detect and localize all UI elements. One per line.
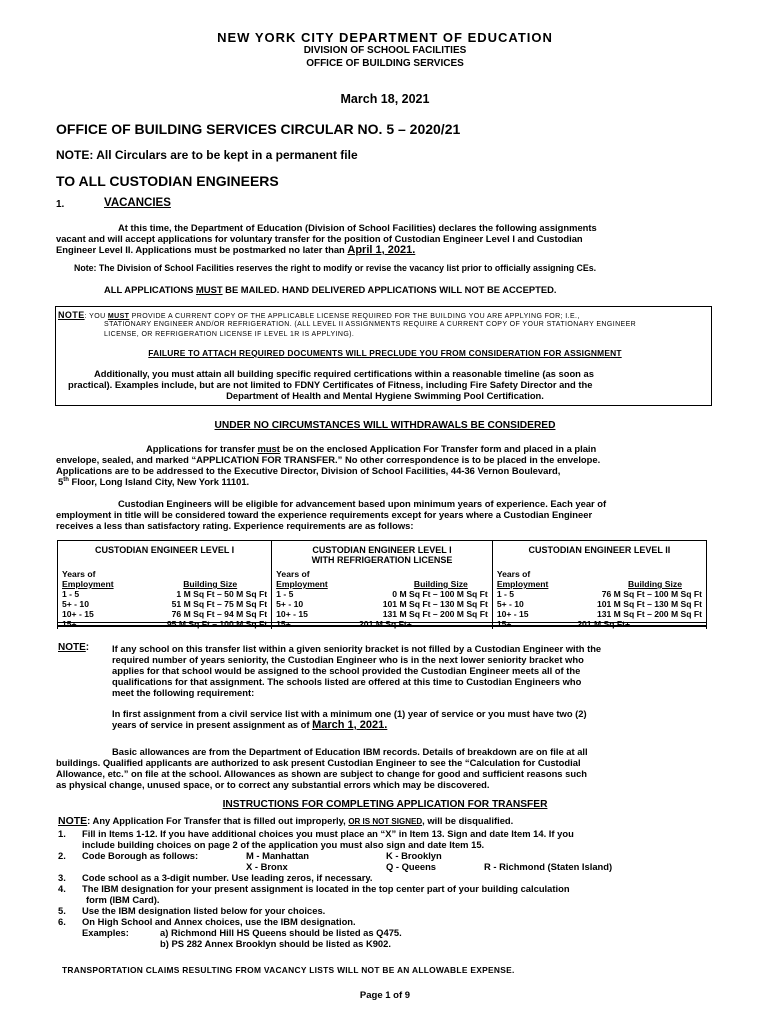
table-row: 5+ - 10 51 M Sq Ft – 75 M Sq Ft xyxy=(62,599,268,609)
level1-refrigeration-column xyxy=(272,541,493,630)
item-1-line2: include building choices on page 2 of the application you must also sign and date Item 15. xyxy=(82,839,485,850)
withdrawals-warning: UNDER NO CIRCUMSTANCES WILL WITHDRAWALS BE CONSIDERED xyxy=(214,420,556,431)
experience-requirements-table xyxy=(57,540,707,629)
column-subheader: Employment Building Size xyxy=(496,579,682,589)
civil-service-line1: In first assignment from a civil service list with a minimum one (1) year of service or you must have two (2) xyxy=(112,708,587,719)
years-header: Years of xyxy=(496,569,531,579)
vacancy-paragraph-line2: vacant and will accept applications for voluntary transfer for the position of Custodian Engineer Level I and Custodian xyxy=(56,233,583,244)
item-4-number: 4. xyxy=(58,883,66,894)
license-note-line1: NOTE: YOU MUST PROVIDE A CURRENT COPY OF THE APPLICABLE LICENSE REQUIRED FOR THE BUILDING YOU ARE APPLYING FOR; I.E., xyxy=(58,310,580,320)
civil-service-line2: years of service in present assignment as of March 1, 2021. xyxy=(112,719,388,731)
years-header: Years of xyxy=(62,569,96,579)
item-6-text: On High School and Annex choices, use the IBM designation. xyxy=(82,916,356,927)
circular-title: OFFICE OF BUILDING SERVICES CIRCULAR NO. 5 – 2020/21 xyxy=(56,121,461,137)
column-subheader: Employment Building Size xyxy=(62,579,238,589)
borough-brooklyn: K - Brooklyn xyxy=(386,850,442,861)
table-row: 10+ - 15 131 M Sq Ft – 200 M Sq Ft xyxy=(276,609,488,619)
item-3-number: 3. xyxy=(58,872,66,883)
table-row: 1 - 5 76 M Sq Ft – 100 M Sq Ft xyxy=(496,589,702,599)
office-name: OFFICE OF BUILDING SERVICES xyxy=(306,58,464,69)
eligibility-line3: receives a less than satisfactory rating. Experience requirements are as follows: xyxy=(56,520,414,531)
level1-column xyxy=(58,541,272,630)
apply-line4: 5th Floor, Long Island City, New York 11101. xyxy=(58,476,250,487)
license-note-line3: LICENSE, OR REFRIGERATION LICENSE IF LEVEL 1R IS APPLYING). xyxy=(104,331,355,338)
seniority-line2: required number of years seniority, the Custodian Engineer who is in the next lower seniority bracket who xyxy=(112,654,584,665)
org-name: NEW YORK CITY DEPARTMENT OF EDUCATION xyxy=(217,30,553,45)
seniority-note-label: NOTE: xyxy=(58,642,90,653)
table-row: 1 - 5 0 M Sq Ft – 100 M Sq Ft xyxy=(276,589,488,599)
allowances-line1: Basic allowances are from the Department of Education IBM records. Details of breakdown are on file at all xyxy=(112,746,588,757)
table-row: 1 - 5 1 M Sq Ft – 50 M Sq Ft xyxy=(62,589,268,599)
mail-requirement: ALL APPLICATIONS MUST BE MAILED. HAND DELIVERED APPLICATIONS WILL NOT BE ACCEPTED. xyxy=(104,284,557,295)
allowances-line2: buildings. Qualified applicants are authorized to ask present Custodian Engineer to see the “Calculation for Custodial xyxy=(56,757,581,768)
borough-bronx: X - Bronx xyxy=(246,861,288,872)
item-5-number: 5. xyxy=(58,905,66,916)
column-header: CUSTODIAN ENGINEER LEVEL I WITH REFRIGERATION LICENSE xyxy=(311,545,453,565)
vacancy-paragraph-line3: Engineer Level II. Applications must be postmarked no later than April 1, 2021. xyxy=(56,244,416,256)
to-all-heading: TO ALL CUSTODIAN ENGINEERS xyxy=(56,173,279,189)
permanent-file-note: NOTE: All Circulars are to be kept in a permanent file xyxy=(56,148,358,162)
example-b: b) PS 282 Annex Brooklyn should be listed as K902. xyxy=(160,938,391,949)
table-bottom-rule xyxy=(57,622,707,623)
modify-note: Note: The Division of School Facilities reserves the right to modify or revise the vacancy list prior to officially assigning CEs. xyxy=(74,263,597,273)
failure-warning: FAILURE TO ATTACH REQUIRED DOCUMENTS WILL PRECLUDE YOU FROM CONSIDERATION FOR ASSIGNMENT xyxy=(148,348,622,358)
seniority-line5: meet the following requirement: xyxy=(112,687,255,698)
table-row: 15+ 201 M Sq Ft+ xyxy=(496,619,630,629)
table-row: 5+ - 10 101 M Sq Ft – 130 M Sq Ft xyxy=(276,599,488,609)
item-6-number: 6. xyxy=(58,916,66,927)
apply-line2: envelope, sealed, and marked “APPLICATION FOR TRANSFER.” No other correspondence is to be placed in the envelope. xyxy=(56,454,601,465)
seniority-line4: qualifications for that assignment. The schools listed are offered at this time to Custodian Engineers who xyxy=(112,676,582,687)
column-subheader: Employment Building Size xyxy=(276,579,468,589)
eligibility-line2: employment in title will be considered toward the experience requirements except for years where a Custodian Engineer xyxy=(56,509,593,520)
seniority-line1: If any school on this transfer list within a given seniority bracket is not filled by a Custodian Engineer with the xyxy=(112,643,602,654)
borough-queens: Q - Queens xyxy=(386,861,437,872)
seniority-line3: applies for that school would be assigned to the school provided the Custodian Engineer meets all of the xyxy=(112,665,581,676)
eligibility-line1: Custodian Engineers will be eligible for advancement based upon minimum years of experience. Each year of xyxy=(118,498,607,509)
section-title: VACANCIES xyxy=(104,197,171,209)
item-3-text: Code school as a 3-digit number. Use leading zeros, if necessary. xyxy=(82,872,373,883)
table-row: 5+ - 10 101 M Sq Ft – 130 M Sq Ft xyxy=(496,599,702,609)
license-note-line2: STATIONARY ENGINEER AND/OR REFRIGERATION. (ALL LEVEL II ASSIGNMENTS REQUIRE A CURRENT COPY OF YOUR STATIONARY ENGINEER xyxy=(104,321,637,328)
column-header: CUSTODIAN ENGINEER LEVEL I xyxy=(94,545,235,555)
table-bottom-rule-thick xyxy=(57,625,707,627)
section-number: 1. xyxy=(56,199,65,210)
transportation-notice: TRANSPORTATION CLAIMS RESULTING FROM VACANCY LISTS WILL NOT BE AN ALLOWABLE EXPENSE. xyxy=(62,965,515,975)
apply-line1: Applications for transfer must be on the enclosed Application For Transfer form and placed in a plain xyxy=(146,443,597,454)
certification-line1: Additionally, you must attain all building specific required certifications within a reasonable timeline (as soon as xyxy=(94,368,594,379)
vacancy-paragraph-line1: At this time, the Department of Education (Division of School Facilities) declares the following assignments xyxy=(118,222,597,233)
item-2-number: 2. xyxy=(58,850,66,861)
table-row: 10+ - 15 131 M Sq Ft – 200 M Sq Ft xyxy=(496,609,702,619)
circular-date: March 18, 2021 xyxy=(340,92,430,106)
item-1-number: 1. xyxy=(58,828,66,839)
instructions-title: INSTRUCTIONS FOR COMPLETING APPLICATION FOR TRANSFER xyxy=(222,799,548,810)
allowances-line3: Allowance, etc.” on file at the school. Allowances as shown are subject to change for good and sufficient reasons such xyxy=(56,768,588,779)
apply-line3: Applications are to be addressed to the Executive Director, Division of School Facilities, 44-36 Vernon Boulevard, xyxy=(56,465,561,476)
borough-richmond: R - Richmond (Staten Island) xyxy=(484,861,613,872)
item-1-line1: Fill in Items 1-12. If you have additional choices you must place an “X” in Item 13. Sign and date Item 14. If you xyxy=(82,828,574,839)
years-header: Years of xyxy=(276,569,310,579)
level2-column xyxy=(492,541,706,630)
certification-line2: practical). Examples include, but are not limited to FDNY Certificates of Fitness, including Fire Safety Director and the xyxy=(68,379,593,390)
item-4-line2: form (IBM Card). xyxy=(86,894,160,905)
division-name: DIVISION OF SCHOOL FACILITIES xyxy=(303,45,467,56)
item-5-text: Use the IBM designation listed below for your choices. xyxy=(82,905,326,916)
instructions-note: NOTE: Any Application For Transfer that is filled out improperly, OR IS NOT SIGNED, will be disqualified. xyxy=(58,815,514,827)
item-4-line1: The IBM designation for your present assignment is located in the top center part of your building calculation xyxy=(82,883,570,894)
table-row: 15+ 95 M Sq Ft – 100 M Sq Ft xyxy=(62,619,268,629)
allowances-line4: as physical change, unused space, or to correct any substantial errors which may be discovered. xyxy=(56,779,490,790)
examples-label: Examples: xyxy=(82,927,129,938)
table-row: 10+ - 15 76 M Sq Ft – 94 M Sq Ft xyxy=(62,609,268,619)
column-header: CUSTODIAN ENGINEER LEVEL II xyxy=(528,545,671,555)
item-2-label: Code Borough as follows: xyxy=(82,850,199,861)
borough-manhattan: M - Manhattan xyxy=(246,850,310,861)
example-a: a) Richmond Hill HS Queens should be listed as Q475. xyxy=(160,927,402,938)
table-row: 15+ 201 M Sq Ft+ xyxy=(276,619,412,629)
certification-line3: Department of Health and Mental Hygiene Swimming Pool Certification. xyxy=(226,390,544,401)
page-number: Page 1 of 9 xyxy=(359,990,411,1001)
